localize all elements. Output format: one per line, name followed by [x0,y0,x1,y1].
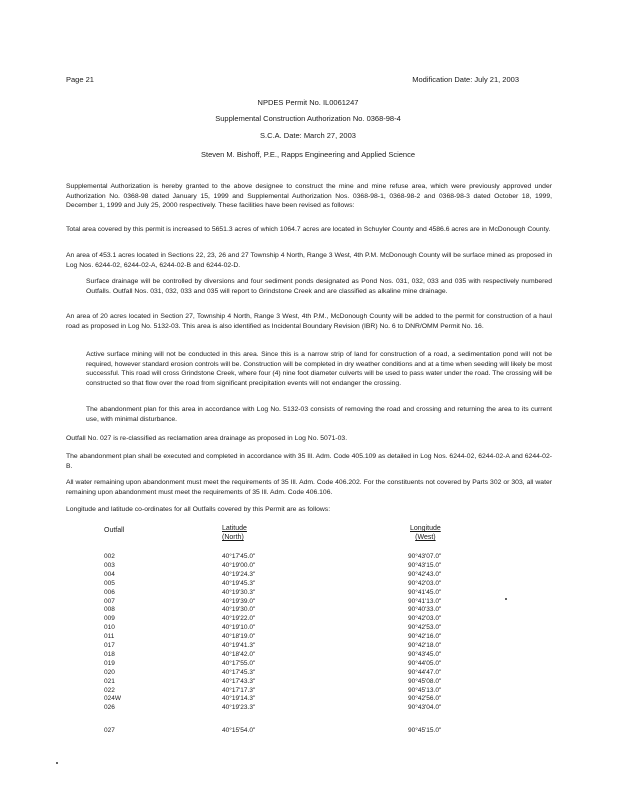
outfall-cell: 022 [104,686,115,694]
table-row [104,606,504,614]
longitude-cell: 90°42'03.0" [408,615,442,623]
latitude-cell: 40°19'23.3" [222,704,256,712]
outfall-cell: 024W [104,695,121,703]
outfall-cell: 010 [104,624,115,632]
outfall-cell: 005 [104,579,115,587]
paragraph-haul-road: An area of 20 acres located in Section 27, Township 4 North, Range 3 West, 4th P.M., McDonough County will be added to the permit for construction of a haul road as proposed in Log No. 5132-03. This area is also identified as Incidental Boundary Revision (IBR) No. 6 to DNR/OMM Permit No. 16. [66,313,552,330]
table-row [104,624,504,632]
latitude-cell: 40°19'30.0" [222,606,256,614]
outfall-cell: 019 [104,659,115,667]
table-row [104,580,504,588]
paragraph-active-mining: Active surface mining will not be conducted in this area. Since this is a narrow strip of land for construction of a road, a sedimentation pond will not be required, however standard erosion controls will be. Construction will be completed in dry weather conditions and at a time when seeding will likely be most successful. This road will cross Grindstone Creek, where four (4) nine foot diameter culverts will be used to pass water under the road. The crossing will be constructed so that flow over the road from significant precipitation events will not endanger the crossing. [86,351,552,387]
longitude-cell: 90°42'03.0" [408,579,442,587]
sca-date: S.C.A. Date: March 27, 2003 [260,131,356,140]
longitude-cell: 90°43'45.0" [408,650,442,658]
longitude-cell: 90°43'04.0" [408,704,442,712]
latitude-cell: 40°19'14.3" [222,695,256,703]
outfall-cell: 026 [104,704,115,712]
latitude-cell: 40°17'45.3" [222,668,256,676]
outfall-cell: 020 [104,668,115,676]
table-row [104,615,504,623]
longitude-cell: 90°42'43.0" [408,570,442,578]
page-number: Page 21 [66,75,94,84]
paragraph-water-requirements: All water remaining upon abandonment must meet the requirements of 35 Ill. Adm. Code 406.202. For the constituents not covered by Parts 302 or 303, all water remaining upon abandonment must meet the requirements of 35 Ill. Adm. Code 406.106. [66,479,552,496]
longitude-cell: 90°43'15.0" [408,561,442,569]
longitude-cell: 90°41'45.0" [408,588,442,596]
outfall-cell: 009 [104,615,115,623]
paragraph-coordinates-intro: Longitude and latitude co-ordinates for all Outfalls covered by this Permit are as follows: [66,506,331,513]
longitude-cell: 90°45'08.0" [408,677,442,685]
table-row [104,598,504,606]
latitude-cell: 40°19'30.3" [222,588,256,596]
table-row [104,727,504,735]
latitude-cell: 40°17'17.3" [222,686,256,694]
longitude-cell: 90°42'53.0" [408,624,442,632]
table-row [104,669,504,677]
longitude-cell: 90°44'47.0" [408,668,442,676]
paragraph-abandonment-plan: The abandonment plan shall be executed and completed in accordance with 35 Ill. Adm. Code 405.109 as detailed in Log Nos. 6244-02, 6244-02-A and 6244-02-B. [66,453,552,470]
engineer-line: Steven M. Bishoff, P.E., Rapps Engineering and Applied Science [200,150,416,159]
latitude-cell: 40°19'41.3" [222,642,256,649]
table-row [104,660,504,668]
outfall-cell: 006 [104,588,115,596]
longitude-cell: 90°43'07.0" [408,553,442,560]
authorization-number: Supplemental Construction Authorization No. 0368-98-4 [215,114,401,123]
table-row [104,695,504,703]
col-latitude-header [222,524,247,542]
latitude-sublabel: (North) [222,534,244,541]
latitude-cell: 40°19'00.0" [222,561,256,569]
table-row [104,553,504,561]
outfall-cell: 011 [104,633,115,641]
longitude-cell: 90°44'05.0" [408,659,442,667]
longitude-label: Longitude [410,525,441,532]
longitude-cell: 90°41'13.0" [408,597,442,605]
latitude-cell: 40°15'54.0" [222,727,256,734]
longitude-sublabel: (West) [415,534,436,541]
paragraph-total-area: Total area covered by this permit is increased to 5651.3 acres of which 1064.7 acres are located in Schuyler County and 4586.6 acres are in McDonough County. [66,226,551,233]
longitude-cell: 90°40'33.0" [408,606,442,614]
latitude-cell: 40°17'43.3" [222,677,256,685]
outfall-cell: 008 [104,606,115,614]
outfall-cell: 002 [104,553,115,560]
permit-number: NPDES Permit No. IL0061247 [257,98,359,107]
outfall-cell: 021 [104,677,115,685]
table-row [104,571,504,579]
paragraph-drainage: Surface drainage will be controlled by diversions and four sediment ponds designated as Pond Nos. 031, 032, 033 and 035 with respectively numbered Outfalls. Outfall Nos. 031, 032, 033 and 035 will report to Grindstone Creek and are classified as alkaline mine drainage. [86,278,552,295]
outfall-cell: 018 [104,650,115,658]
col-outfall-header: Outfall [104,527,125,534]
longitude-cell: 90°45'15.0" [408,727,442,734]
latitude-cell: 40°18'19.0" [222,633,256,641]
paragraph-abandonment-area: The abandonment plan for this area in accordance with Log No. 5132-03 consists of removing the road and crossing and returning the area to its current use, with minimal disturbance. [86,406,552,423]
outfall-cell: 027 [104,727,115,734]
longitude-cell: 90°42'56.0" [408,695,442,703]
table-row [104,651,504,659]
outfall-cell: 017 [104,642,115,649]
table-row [104,562,504,570]
scan-speck [56,762,58,764]
paragraph-surface-mined: An area of 453.1 acres located in Sections 22, 23, 26 and 27 Township 4 North, Range 3 West, 4th P.M. McDonough County will be surface mined as proposed in Log Nos. 6244-02, 6244-02-A, 6244-02-B and 6244-02-D. [66,252,552,269]
modification-date: Modification Date: July 21, 2003 [412,75,519,84]
latitude-cell: 40°19'45.3" [222,579,256,587]
longitude-cell: 90°45'13.0" [408,686,442,694]
col-longitude-header [410,524,441,542]
table-row [104,642,504,650]
outfall-cell: 004 [104,570,115,578]
longitude-cell: 90°42'16.0" [408,633,442,641]
latitude-cell: 40°18'42.0" [222,650,256,658]
latitude-cell: 40°17'55.0" [222,659,256,667]
outfall-cell: 003 [104,561,115,569]
table-row [104,589,504,597]
outfall-cell: 007 [104,597,115,605]
table-row [104,633,504,641]
latitude-cell: 40°17'45.0" [222,553,256,560]
table-row [104,704,504,712]
paragraph-authorization: Supplemental Authorization is hereby granted to the above designee to construct the mine and mine refuse area, which were previously approved under Authorization No. 0368-98 dated January 15, 1999 and Supplemental Authorization Nos. 0368-98-1, 0368-98-2 and 0368-98-3 dated October 18, 1999, December 1, 1999 and July 25, 2000 respectively. These facilities have been revised as follows: [66,183,552,209]
latitude-cell: 40°19'24.3" [222,570,256,578]
table-row [104,678,504,686]
scan-speck [505,598,507,600]
latitude-cell: 40°19'10.0" [222,624,256,632]
latitude-cell: 40°19'39.0" [222,597,256,605]
latitude-cell: 40°19'22.0" [222,615,256,623]
table-row [104,687,504,695]
latitude-label: Latitude [222,525,247,532]
longitude-cell: 90°42'18.0" [408,642,442,649]
paragraph-outfall-027: Outfall No. 027 is re-classified as reclamation area drainage as proposed in Log No. 5071-03. [66,435,348,442]
